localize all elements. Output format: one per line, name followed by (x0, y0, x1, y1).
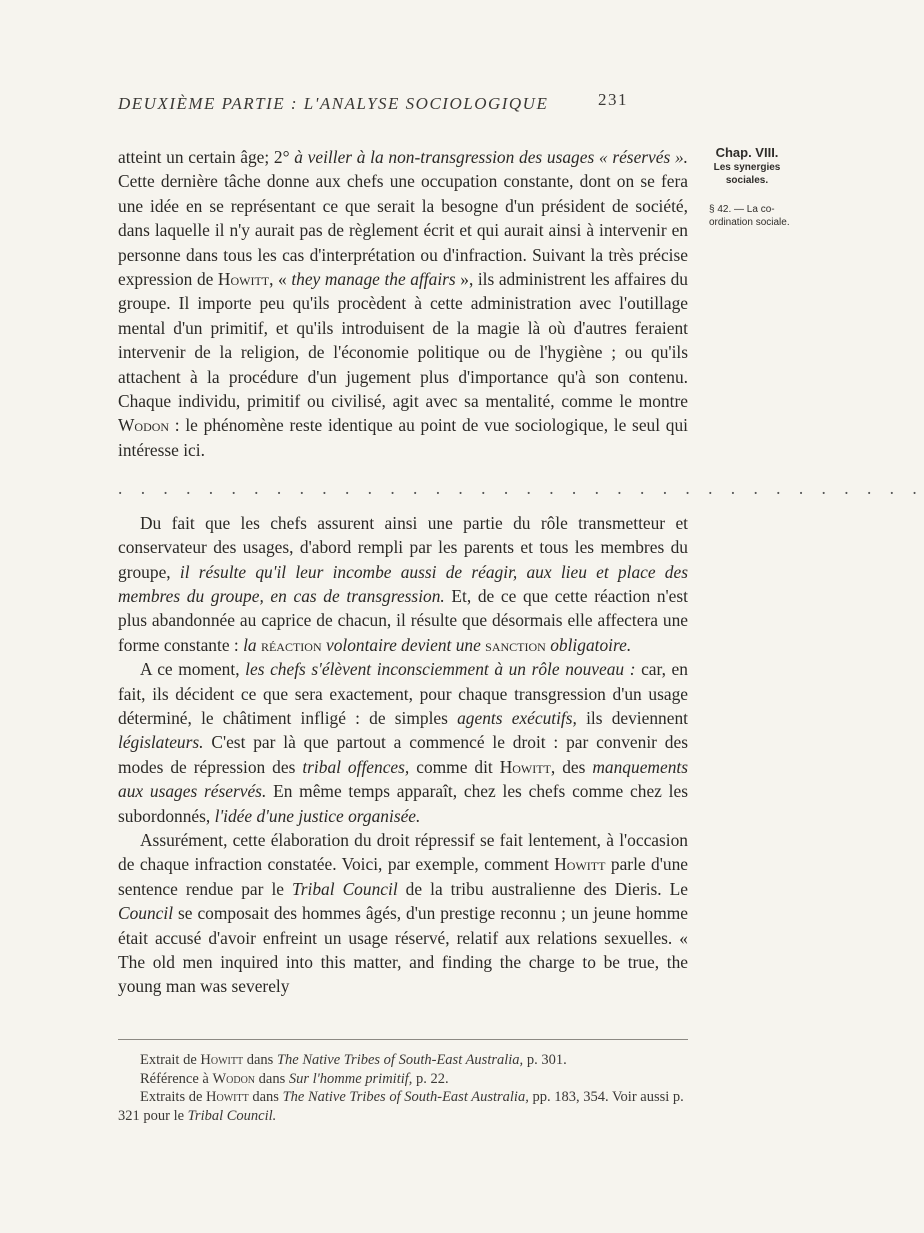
text-run: Cette dernière tâche donne aux chefs une occupation constante, dont on se fera une idée en se représentant ce que serait la besogne d'un président de société, dans laquelle il n'y aurait pas de règlement écrit et qui aurait ainsi à intervenir en personne dans tous les cas d'interprétation ou d'infraction. Suivant la très précise expression de (118, 171, 688, 290)
text-run: , « (269, 269, 292, 290)
paragraph-1 (118, 145, 688, 462)
text-run: se composait des hommes âgés, d'un prestige reconnu ; un jeune homme était accusé d'avoir enfreint un usage réservé, relatif aux relations sexuelles. « The old men inquired into this matter, and finding the charge to be true, the young man was severely (118, 903, 688, 997)
chapter-title-line2: sociales. (725, 175, 769, 186)
footnote-rule (118, 1039, 688, 1040)
text-run: : le phénomène reste identique au point de vue sociologique, le seul qui intéresse ici. (118, 415, 688, 460)
italic-run: Tribal Council. (187, 1107, 277, 1124)
text-run: C'est par là que partout a commencé le droit : par convenir des modes de répression des (118, 732, 688, 777)
italic-run: Tribal Council (292, 878, 398, 899)
text-run: p. 301. (523, 1052, 567, 1068)
italic-run: tribal offences, (302, 756, 410, 777)
footnote-2 (118, 1070, 688, 1089)
chapter-label: Chap. VIII. (715, 145, 779, 160)
text-run: dans (243, 1052, 277, 1068)
italic-run: manquements aux usages réservés. (118, 756, 688, 802)
page-number: 231 (598, 90, 628, 109)
text-run: Extrait de (140, 1052, 201, 1068)
text-run: Extraits de (140, 1089, 207, 1106)
text-run: car, en fait, ils décident ce que sera exactement, pour chaque transgression d'un usage déterminé, le châtiment infligé : de simples (118, 659, 688, 728)
author-name: Howitt (554, 854, 606, 875)
book-title: The Native Tribes of South-East Australia, (276, 1052, 524, 1068)
ellipsis-separator (118, 476, 924, 500)
italic-run: l'idée d'une justice organisée. (214, 805, 421, 826)
text-run: pp. 183, 354. Voir aussi p. 321 pour le (118, 1089, 684, 1124)
text-run: », ils administrent les affaires du groupe. Il importe peu qu'ils procèdent à cette administration avec l'outillage mental d'un primitif, et qu'ils introduisent de la magie là où d'autres feraient intervenir de la religion, de l'économie politique ou de l'hygiène ; ou qu'ils attachent à la procédure d'un jugement plus d'importance qu'à son contenu. Chaque individu, primitif ou civilisé, agit avec sa mentalité, comme le montre (118, 269, 688, 412)
italic-run: Council (118, 903, 174, 924)
book-title: Sur l'homme primitif, (288, 1070, 413, 1087)
text-run: de la tribu australienne des Dieris. Le (397, 878, 688, 899)
italic-run: il résulte qu'il leur incombe aussi de réagir, aux lieu et place des membres du groupe, en cas de transgression. (118, 561, 688, 606)
running-title: DEUXIÈME PARTIE : L'ANALYSE SOCIOLOGIQUE (118, 94, 549, 113)
author-name: Howitt (217, 269, 270, 290)
text-run: Et, de ce que cette réaction n'est plus abandonnée au caprice de chacun, il résulte que désormais elle affectera une forme constante : (118, 585, 688, 655)
text-run: A ce moment, (140, 659, 246, 680)
text-run: Référence à (140, 1070, 213, 1087)
italic-run: agents exécutifs, (457, 707, 577, 728)
text-run: Du fait que les chefs assurent ainsi une partie du rôle transmetteur et conservateur des usages, d'abord rempli par les parents et tous les membres du groupe, (118, 512, 688, 582)
footnote-3 (118, 1088, 688, 1125)
text-run: dans (255, 1070, 289, 1087)
small-caps-run: réaction (256, 634, 326, 655)
text-run: ils deviennent (576, 707, 688, 728)
paragraph-4 (118, 828, 688, 999)
italic-run: they manage the affairs (291, 269, 456, 290)
chapter-title-line1: Les synergies (713, 162, 781, 173)
footnote-1 (118, 1051, 688, 1070)
author-name: Howitt (206, 1089, 249, 1106)
paragraph-2 (118, 511, 688, 657)
footnotes (118, 1051, 688, 1125)
text-run: atteint un certain âge; 2° (118, 147, 295, 167)
section-label: § 42. — La co-ordination sociale. (709, 204, 790, 228)
text-run: parle d'une sentence rendue par le (118, 854, 688, 899)
running-header (118, 88, 628, 118)
italic-run: les chefs s'élèvent inconsciemment à un rôle nouveau : (245, 659, 636, 680)
margin-notes (703, 145, 791, 229)
author-name: Howitt (499, 756, 551, 777)
text-run: p. 22. (412, 1070, 449, 1087)
italic-run: volontaire devient une (325, 634, 481, 655)
author-name: Wodon (212, 1070, 256, 1087)
book-title: The Native Tribes of South-East Australia, (282, 1089, 529, 1106)
author-name: Howitt (200, 1052, 244, 1068)
small-caps-run: sanction (480, 634, 551, 655)
separator-dots: . . . . . . . . . . . . . . . . . . . . . . . . . . . . . . . . . . . . (118, 478, 924, 499)
italic-run: obligatoire. (550, 634, 632, 655)
italic-run: législateurs. (118, 732, 204, 753)
author-name: Wodon (118, 415, 170, 436)
paragraph-3 (118, 657, 688, 828)
text-run: dans (248, 1089, 283, 1106)
italic-run: à veiller à la non-transgression des usages « réservés ». (294, 147, 689, 167)
text-run: , des (550, 756, 593, 777)
text-run: comme dit (409, 756, 500, 777)
text-run: Assurément, cette élaboration du droit répressif se fait lentement, à l'occasion de chaque infraction constatée. Voici, par exemple, comment (118, 829, 688, 875)
italic-run: la (243, 634, 257, 655)
text-run: En même temps apparaît, chez les chefs comme chez les subordonnés, (118, 781, 688, 826)
